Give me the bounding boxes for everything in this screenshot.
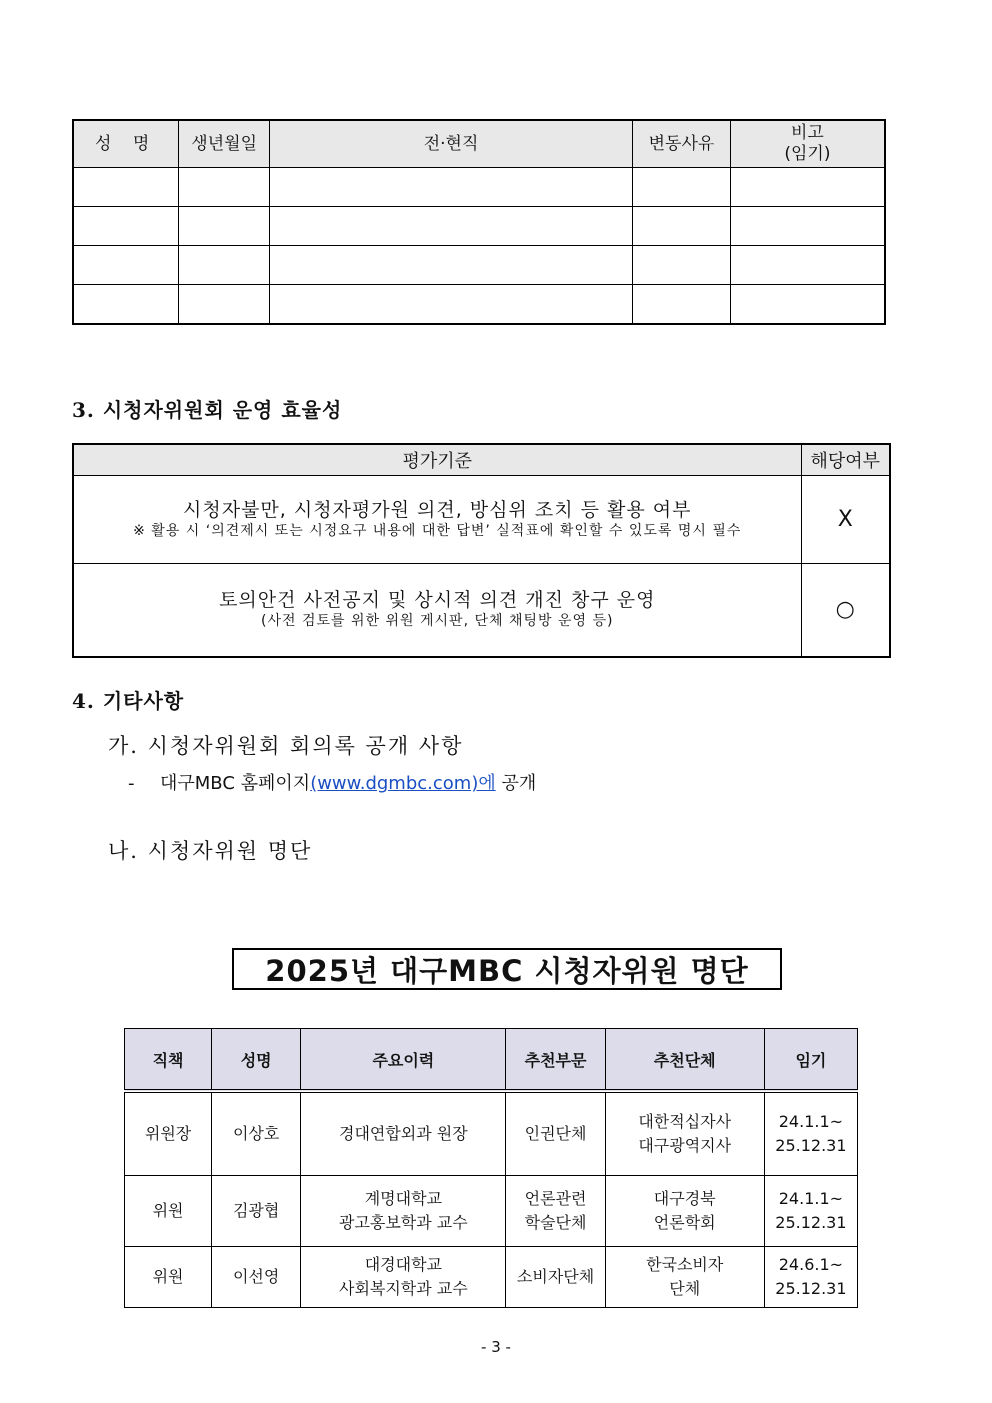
- bullet-suffix: 공개: [495, 773, 537, 794]
- sector-cell: 소비자단체: [506, 1247, 605, 1308]
- cell: [73, 207, 179, 246]
- criteria-cell: [73, 564, 801, 657]
- career-cell: 경대연합외과 원장: [301, 1091, 506, 1176]
- table-row: [125, 1091, 858, 1176]
- table-row: [125, 1247, 858, 1308]
- header-criteria: 평가기준: [73, 444, 801, 476]
- cell: [73, 246, 179, 285]
- cell: [730, 246, 885, 285]
- roster-table: [124, 1028, 858, 1308]
- org-cell: 대한적십자사 대구광역지사: [605, 1091, 764, 1176]
- bullet-prefix: 대구MBC 홈페이지: [160, 773, 311, 794]
- cell: [270, 168, 633, 207]
- table-row: [73, 476, 890, 564]
- page-number: - 3 -: [481, 1338, 511, 1356]
- term-cell: 24.6.1~ 25.12.31: [764, 1247, 857, 1308]
- member-change-table: [72, 119, 886, 325]
- term-cell: 24.1.1~ 25.12.31: [764, 1176, 857, 1247]
- roster-title: 2025년 대구MBC 시청자위원 명단: [232, 948, 782, 990]
- item-member-list: 나. 시청자위원 명단: [108, 839, 313, 863]
- table-row: [73, 564, 890, 657]
- header-sector: 추천부문: [506, 1029, 605, 1092]
- header-term: 임기: [764, 1029, 857, 1092]
- table-row: [73, 285, 885, 325]
- criteria-main: 토의안건 사전공지 및 상시적 의견 개진 창구 운영: [219, 589, 656, 612]
- cell: [270, 285, 633, 325]
- header-position-history: 전·현직: [270, 120, 633, 168]
- table-row: [73, 246, 885, 285]
- org-cell: 한국소비자 단체: [605, 1247, 764, 1308]
- criteria-note: (사전 검토를 위한 위원 게시판, 단체 채팅방 운영 등): [261, 613, 614, 630]
- career-cell: 대경대학교 사회복지학과 교수: [301, 1247, 506, 1308]
- table-row: [73, 168, 885, 207]
- efficiency-table: [72, 443, 891, 658]
- header-org: 추천단체: [605, 1029, 764, 1092]
- org-cell: 대구경북 언론학회: [605, 1176, 764, 1247]
- applicable-mark: ○: [801, 564, 890, 657]
- header-career: 주요이력: [301, 1029, 506, 1092]
- name-cell: 김광협: [212, 1176, 301, 1247]
- header-role: 직책: [125, 1029, 212, 1092]
- sector-cell: 인권단체: [506, 1091, 605, 1176]
- sector-cell: 언론관련 학술단체: [506, 1176, 605, 1247]
- career-cell: 계명대학교 광고홍보학과 교수: [301, 1176, 506, 1247]
- cell: [730, 285, 885, 325]
- role-cell: 위원장: [125, 1091, 212, 1176]
- applicable-mark: X: [801, 476, 890, 564]
- term-cell: 24.1.1~ 25.12.31: [764, 1091, 857, 1176]
- cell: [179, 285, 270, 325]
- header-remarks: 비고 (임기): [730, 120, 885, 168]
- cell: [633, 285, 731, 325]
- criteria-main: 시청자불만, 시청자평가원 의견, 방심위 조치 등 활용 여부: [183, 499, 692, 521]
- bullet-dash: -: [128, 773, 135, 794]
- cell: [179, 168, 270, 207]
- table-header-row: [73, 120, 885, 168]
- section-4-heading: 4. 기타사항: [72, 689, 185, 713]
- cell: [730, 168, 885, 207]
- table-header-row: [73, 444, 890, 476]
- header-applicable: 해당여부: [801, 444, 890, 476]
- role-cell: 위원: [125, 1176, 212, 1247]
- cell: [633, 168, 731, 207]
- cell: [270, 246, 633, 285]
- cell: [73, 285, 179, 325]
- role-cell: 위원: [125, 1247, 212, 1308]
- cell: [179, 207, 270, 246]
- table-row: [125, 1176, 858, 1247]
- header-name: 성명: [212, 1029, 301, 1092]
- name-cell: 이선영: [212, 1247, 301, 1308]
- name-cell: 이상호: [212, 1091, 301, 1176]
- item-minutes-disclosure: 가. 시청자위원회 회의록 공개 사항: [108, 734, 464, 758]
- header-birthdate: 생년월일: [179, 120, 270, 168]
- header-name: 성 명: [73, 120, 179, 168]
- section-3-heading: 3. 시청자위원회 운영 효율성: [72, 398, 343, 422]
- cell: [270, 207, 633, 246]
- bullet-website: [128, 769, 536, 795]
- cell: [73, 168, 179, 207]
- website-link[interactable]: (www.dgmbc.com)에: [310, 773, 496, 794]
- table-header-row: [125, 1029, 858, 1092]
- cell: [633, 207, 731, 246]
- header-change-reason: 변동사유: [633, 120, 731, 168]
- cell: [730, 207, 885, 246]
- cell: [179, 246, 270, 285]
- table-row: [73, 207, 885, 246]
- criteria-note: ※ 활용 시 ‘의견제시 또는 시정요구 내용에 대한 답변’ 실적표에 확인할 수 있도록 명시 필수: [133, 523, 742, 539]
- criteria-cell: [73, 476, 801, 564]
- cell: [633, 246, 731, 285]
